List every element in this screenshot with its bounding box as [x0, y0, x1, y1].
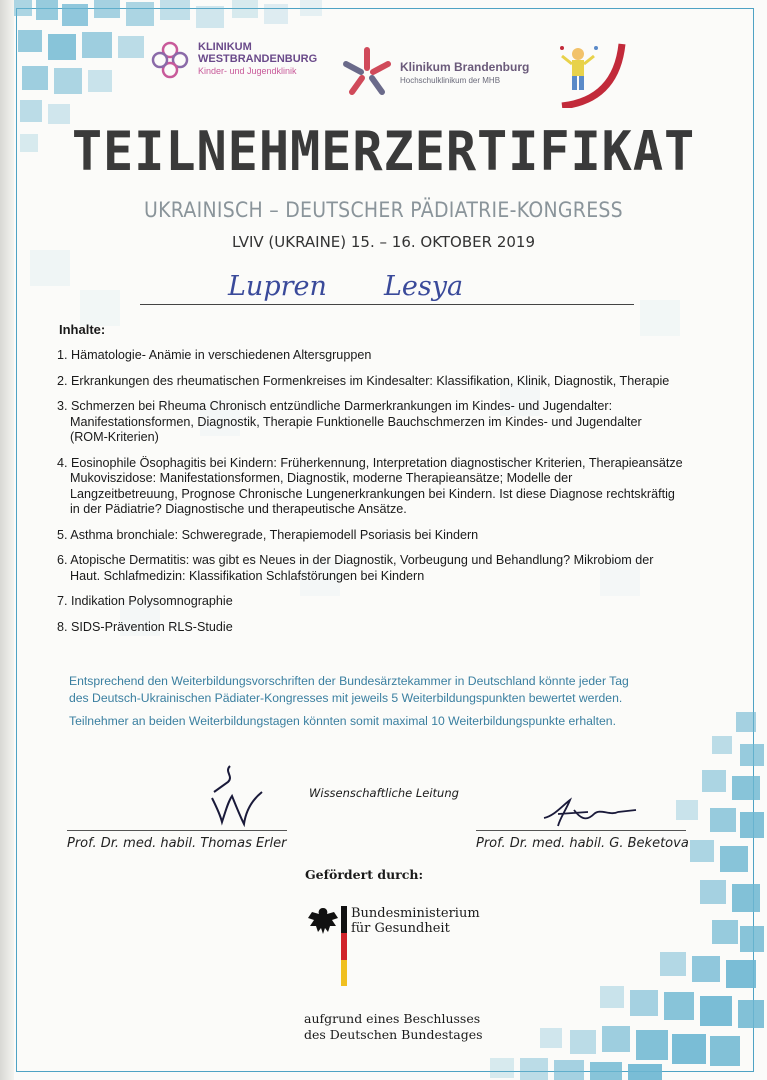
klinikum-brandenburg-logo [340, 46, 530, 103]
name-line [140, 304, 634, 305]
list-item-line: Manifestationsformen, Diagnostik, Therapie Funktionelle Bauchschmerzen im Kindes- und Jugendalter [70, 414, 642, 429]
list-item-line: 2. Erkrankungen des rheumatischen Formenkreises im Kindesalter: Klassifikation, Klinik, Diagnostik, Therapie [57, 373, 670, 388]
contents-list [57, 348, 737, 644]
logo-line: Hochschulklinikum der MHB [400, 76, 501, 85]
signatory-left: Prof. Dr. med. habil. Thomas Erler [67, 836, 287, 851]
list-item-line: in der Pädiatrie? Diagnostische und therapeutische Ansätze. [70, 502, 407, 516]
list-item [57, 348, 737, 364]
cme-note-line: des Deutsch-Ukrainischen Pädiater-Kongresses mit jeweils 5 Weiterbildungspunkten bewertet werden. [69, 691, 623, 705]
logo-line: Kinder- und Jugendklinik [198, 66, 297, 76]
child-figure-icon [556, 40, 628, 108]
logo-line: KLINIKUM [198, 41, 252, 53]
star-icon [340, 46, 394, 98]
westbrandenburg-logo [150, 40, 318, 85]
list-item-line: 3. Schmerzen bei Rheuma Chronisch entzündliche Darmerkrankungen im Kindes- und Jugendalter: [57, 399, 613, 413]
list-item-line: 1. Hämatologie- Anämie in verschiedenen Altersgruppen [57, 348, 372, 362]
list-item [57, 399, 737, 446]
list-item-line: 7. Indikation Polysomnographie [57, 594, 233, 608]
list-item [57, 528, 737, 544]
signatory-right: Prof. Dr. med. habil. G. Beketova [476, 836, 689, 851]
list-item-line: 6. Atopische Dermatitis: was gibt es Neues in der Diagnostik, Vorbeugung und Behandlung? Mikrobiom der [57, 553, 654, 567]
ministry-line: Bundesministerium [351, 906, 480, 921]
federal-eagle-icon [306, 906, 340, 936]
signature-right [540, 796, 640, 830]
cme-points-note: Teilnehmer an beiden Weiterbildungstagen könnten somit maximal 10 Weiterbildungspunkte erhalten. [69, 714, 616, 728]
signature-line-left [67, 830, 287, 831]
participant-surname: Lupren [228, 271, 327, 302]
ministry-name [351, 906, 480, 936]
list-item-line: 8. SIDS-Prävention RLS-Studie [57, 619, 233, 634]
participant-given-name: Lesya [384, 271, 464, 302]
list-item-line: Langzeitbetreuung, Prognose Chronische Lungenerkrankungen bei Kindern. Ist diese Diagnose rechtskräftig [70, 486, 675, 501]
signature-left [200, 762, 280, 828]
resolution-line: aufgrund eines Beschlusses [304, 1011, 481, 1026]
german-flag-bar [341, 906, 347, 986]
brandenburg-text [400, 60, 560, 85]
paper-edge-shadow [0, 0, 14, 1080]
signature-line-right [476, 830, 686, 831]
cme-note [69, 673, 729, 707]
logo-line: WESTBRANDENBURG [198, 53, 318, 65]
list-item [57, 374, 737, 390]
scientific-lead-label: Wissenschaftliche Leitung [309, 786, 459, 800]
resolution-line: des Deutschen Bundestages [304, 1027, 483, 1042]
list-item-line: Mukoviszidose: Manifestationsformen, Diagnostik, moderne Therapieansätze; Modelle der [70, 471, 573, 485]
list-item [57, 620, 737, 636]
child-illustration-logo [556, 40, 628, 113]
list-item-line: Haut. Schlafmedizin: Klassifikation Schlafstörungen bei Kindern [70, 568, 425, 583]
bundestag-resolution [304, 1011, 483, 1043]
ministry-line: für Gesundheit [351, 921, 450, 936]
logo-line: Klinikum Brandenburg [400, 60, 530, 74]
list-item-line: (ROM-Kriterien) [70, 430, 159, 444]
cme-note-line: Entsprechend den Weiterbildungsvorschriften der Bundesärztekammer in Deutschland könnte jeder Tag [69, 674, 629, 688]
event-date: LVIV (UKRAINE) 15. – 16. OKTOBER 2019 [231, 233, 535, 251]
list-item [57, 456, 737, 518]
list-item-line: 5. Asthma bronchiale: Schweregrade, Therapiemodell Psoriasis bei Kindern [57, 527, 479, 542]
list-item-line: 4. Eosinophile Ösophagitis bei Kindern: Früherkennung, Interpretation diagnostischer Kriterien, Therapieansätze [57, 455, 683, 470]
congress-subtitle: UKRAINISCH – DEUTSCHER PÄDIATRIE-KONGRESS [144, 198, 623, 222]
list-item [57, 553, 737, 584]
list-item [57, 594, 737, 610]
funded-by-label: Gefördert durch: [305, 867, 424, 882]
certificate-title: TEILNEHMERZERTIFIKAT [71, 120, 696, 183]
contents-heading: Inhalte: [59, 322, 106, 337]
flower-icon [150, 40, 190, 80]
